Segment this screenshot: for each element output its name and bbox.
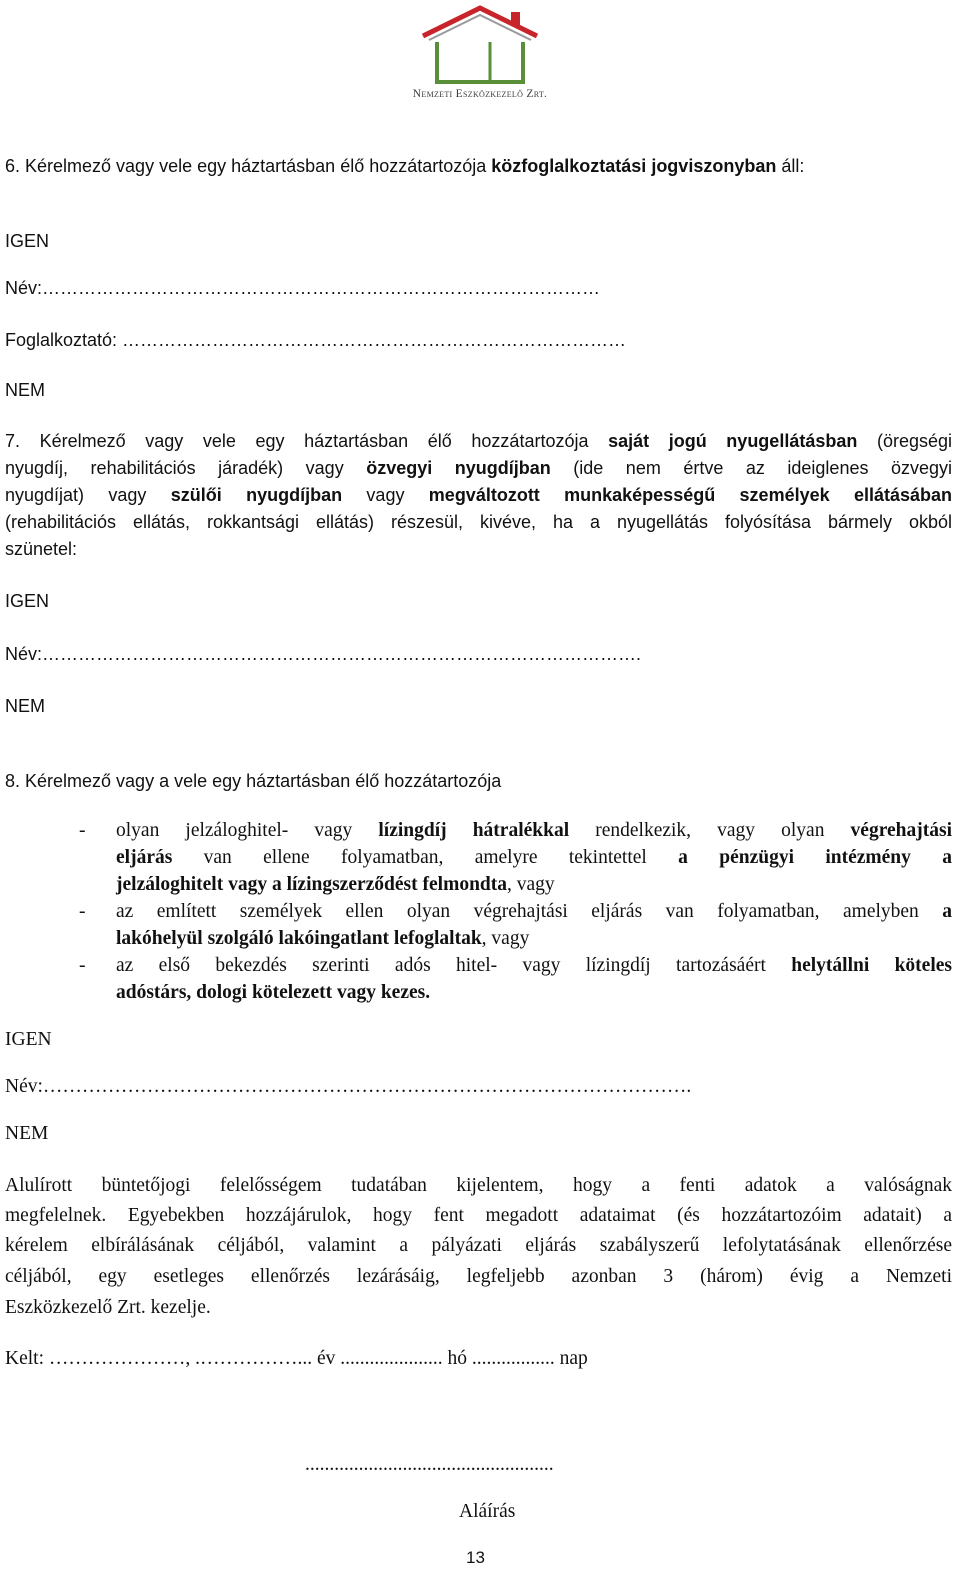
bullet-dash: - [79, 901, 86, 922]
question-7-line-1: 7. Kérelmező vagy vele egy háztartásban élő hozzátartozója saját jogú nyugellátásban (öregségi [5, 431, 953, 451]
q8-name-line: Név:………………………………………………………………………………………. [5, 1076, 692, 1097]
q8-item-2-line-2: lakóhelyül szolgáló lakóingatlant lefoglaltak, vagy [116, 928, 530, 949]
q8-item-3-line-1: az első bekezdés szerinti adós hitel- vagy lízingdíj tartozásáért helytállni köteles [116, 955, 952, 976]
bullet-dash: - [79, 955, 86, 976]
question-7-line-3: nyugdíjat) vagy szülői nyugdíjban vagy megváltozott munkaképességű személyek ellátásában [5, 485, 953, 505]
statement-line-3: kérelem elbírálásának céljából, valamint a pályázati eljárás szabályszerű lefolytatásának ellenőrzése [5, 1235, 952, 1256]
page-number: 13 [466, 1548, 485, 1567]
q6-employer-line: Foglalkoztató: ………………………………………………………………………… [5, 330, 627, 350]
signature-line: ................................................... [305, 1454, 554, 1475]
house-logo-icon [395, 2, 565, 92]
q6-igen: IGEN [5, 231, 50, 251]
statement-line-5: Eszközkezelő Zrt. kezelje. [5, 1297, 211, 1318]
q8-item-1-line-3: jelzáloghitelt vagy a lízingszerződést felmondta, vagy [116, 874, 555, 895]
q8-igen: IGEN [5, 1029, 52, 1050]
q7-igen: IGEN [5, 591, 50, 611]
q8-item-2-line-1: az említett személyek ellen olyan végrehajtási eljárás van folyamatban, amelyben a [116, 901, 952, 922]
q8-item-1-line-2: eljárás van ellene folyamatban, amelyre tekintettel a pénzügyi intézmény a [116, 847, 952, 868]
q8-nem: NEM [5, 1123, 49, 1144]
q8-item-3-line-2: adóstárs, dologi kötelezett vagy kezes. [116, 982, 431, 1003]
bullet-dash: - [79, 820, 86, 841]
statement-line-4: céljából, egy esetleges ellenőrzés lezárásáig, legfeljebb azonban 3 (három) évig a Nemzeti [5, 1266, 952, 1287]
q6-name-line: Név:………………………………………………………………………………… [5, 278, 601, 298]
q6-nem: NEM [5, 380, 45, 400]
q7-name-line: Név:………………………………………………………………………………………. [5, 644, 642, 664]
statement-line-2: megfelelnek. Egyebekben hozzájárulok, hogy fent megadott adataimat (és hozzátartozóim adatait) a [5, 1205, 952, 1226]
q8-item-1-line-1: olyan jelzáloghitel- vagy lízingdíj hátralékkal rendelkezik, vagy olyan végrehajtási [116, 820, 952, 841]
date-line: Kelt: …………………, .……………... év ..................... hó ................. nap [5, 1348, 588, 1369]
q7-nem: NEM [5, 696, 45, 716]
question-7-line-2: nyugdíj, rehabilitációs járadék) vagy özvegyi nyugdíjban (ide nem értve az ideiglenes özvegyi [5, 458, 953, 478]
question-7-line-4: (rehabilitációs ellátás, rokkantsági ellátás) részesül, kivéve, ha a nyugellátás folyósítása bármely okból [5, 512, 952, 532]
company-logo [395, 2, 565, 104]
statement-line-1: Alulírott büntetőjogi felelősségem tudatában kijelentem, hogy a fenti adatok a valóságnak [5, 1175, 952, 1196]
question-7-line-5: szünetel: [5, 539, 78, 559]
question-6: 6. Kérelmező vagy vele egy háztartásban élő hozzátartozója közfoglalkoztatási jogviszonyban áll: [5, 156, 805, 176]
question-8-title: 8. Kérelmező vagy a vele egy háztartásban élő hozzátartozója [5, 771, 502, 791]
logo-text: Nemzeti Eszközkezelő Zrt. [412, 88, 548, 100]
signature-label: Aláírás [459, 1501, 516, 1522]
